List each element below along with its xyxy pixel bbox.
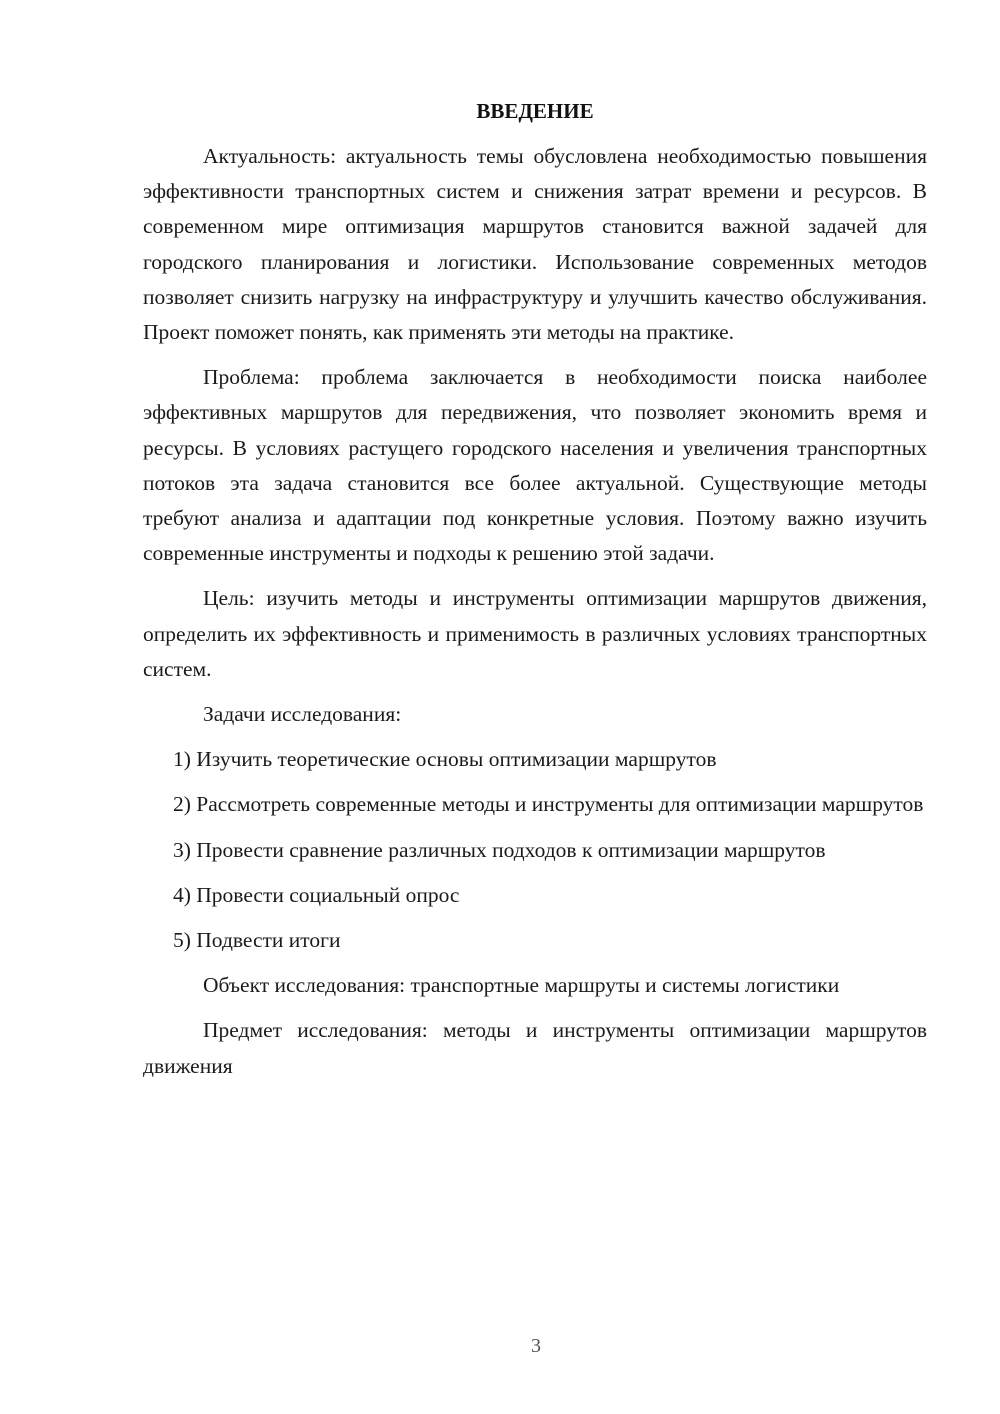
problem-paragraph: Проблема: проблема заключается в необходимости поиска наиболее эффективных маршрутов для передвижения, что позволяет экономить время и ресурсы. В условиях растущего городского населения и увеличения транспортных потоков эта задача становится все более актуальной. Существующие методы требуют анализа и адаптации под конкретные условия. Поэтому важно изучить современные инструменты и подходы к решению этой задачи. bbox=[143, 365, 927, 566]
relevance-paragraph: Актуальность: актуальность темы обусловлена необходимостью повышения эффективности транспортных систем и снижения затрат времени и ресурсов. В современном мире оптимизация маршрутов становится важной задачей для городского планирования и логистики. Использование современных методов позволяет снизить нагрузку на инфраструктуру и улучшить качество обслуживания. Проект поможет понять, как применять эти методы на практике. bbox=[143, 144, 927, 345]
page-number: 3 bbox=[531, 1335, 541, 1357]
page-content bbox=[143, 94, 927, 1094]
goal-paragraph: Цель: изучить методы и инструменты оптимизации маршрутов движения, определить их эффективность и применимость в различных условиях транспортных систем. bbox=[143, 586, 927, 681]
research-subject-paragraph: Предмет исследования: методы и инструменты оптимизации маршрутов движения bbox=[143, 1018, 927, 1078]
task-item-4: 4) Провести социальный опрос bbox=[173, 882, 460, 907]
task-item-2: 2) Рассмотреть современные методы и инструменты для оптимизации маршрутов bbox=[173, 792, 924, 817]
task-item-1: 1) Изучить теоретические основы оптимизации маршрутов bbox=[173, 747, 717, 772]
research-object-paragraph: Объект исследования: транспортные маршруты и системы логистики bbox=[203, 973, 840, 998]
task-item-3: 3) Провести сравнение различных подходов к оптимизации маршрутов bbox=[173, 837, 826, 862]
tasks-heading: Задачи исследования: bbox=[203, 702, 402, 727]
page-title: ВВЕДЕНИЕ bbox=[476, 99, 594, 123]
task-item-5: 5) Подвести итоги bbox=[173, 928, 341, 953]
